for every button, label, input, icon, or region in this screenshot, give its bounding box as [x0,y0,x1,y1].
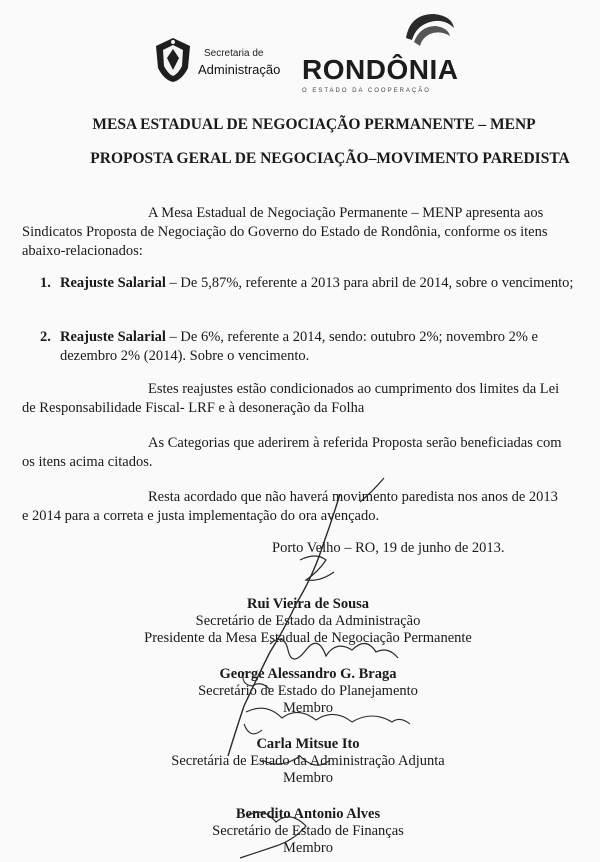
item-body [60,274,596,293]
agreement-rest: e 2014 para a correta e justa implementação do ora avençado. [22,508,380,524]
item-heading: Reajuste Salarial [60,329,166,345]
document-title: MESA ESTADUAL DE NEGOCIAÇÃO PERMANENTE – MENP [92,116,536,133]
item-number: 1. [40,275,51,291]
rondonia-brand: RONDÔNIA [302,54,459,85]
item-text: – De 6%, referente a 2014, sendo: outubro 2%; novembro 2% e dezembro 2% (2014). Sobre o vencimento. [60,329,538,364]
item-text: – De 5,87%, referente a 2013 para abril de 2014, sobre o vencimento; [165,275,574,291]
signatory-name: Benedito Antonio Alves [235,806,381,822]
categories-rest: os itens acima citados. [22,454,153,470]
conditions-paragraph [22,380,594,418]
document-subtitle: PROPOSTA GERAL DE NEGOCIAÇÃO–MOVIMENTO PAREDISTA [90,150,570,167]
conditions-rest: de Responsabilidade Fiscal- LRF e à desoneração da Folha [22,400,365,416]
signatory-role: Secretária de Estado da Administração Adjunta [171,753,445,769]
signatory-role-secondary: Membro [283,840,333,856]
signatory-name: Rui Vieira de Sousa [246,596,370,612]
item-body [60,328,596,366]
signatory-role: Secretário de Estado de Finanças [212,823,404,839]
signatory-block [0,666,600,717]
place-date: Porto Velho – RO, 19 de junho de 2013. [272,540,505,556]
signatory-role-secondary: Membro [283,700,333,716]
signatory-role-secondary: Membro [283,770,333,786]
agreement-first-line: Resta acordado que não haverá movimento paredista nos anos de 2013 [148,489,558,505]
rondonia-tagline: O ESTADO DA COOPERAÇÃO [302,88,431,94]
rondonia-logo [298,8,468,94]
item-heading: Reajuste Salarial [60,275,166,291]
secretaria-administracao-logo [152,36,292,86]
signatory-name: George Alessandro G. Braga [219,666,397,682]
signatory-block [0,736,600,787]
signatory-role: Secretário de Estado da Administração [195,613,421,629]
signatory-block [0,806,600,857]
intro-rest: Sindicatos Proposta de Negociação do Governo do Estado de Rondônia, conforme os itens abaixo-relacionados: [22,224,548,259]
agreement-paragraph [22,488,594,526]
signatory-role-secondary: Presidente da Mesa Estadual de Negociação Permanente [144,630,472,646]
signatory-role: Secretário de Estado do Planejamento [198,683,418,699]
signatory-name: Carla Mitsue Ito [256,736,360,752]
item-number: 2. [40,329,51,345]
administracao-label: Administração [198,62,281,77]
intro-paragraph [22,204,594,261]
intro-first-line: A Mesa Estadual de Negociação Permanente – MENP apresenta aos [148,205,544,221]
rondonia-swirl-icon [400,8,458,50]
signatory-block [0,596,600,647]
state-crest-icon [152,36,194,84]
categories-first-line: As Categorias que aderirem à referida Proposta serão beneficiadas com [148,435,562,451]
categories-paragraph [22,434,594,472]
conditions-first-line: Estes reajustes estão condicionados ao cumprimento dos limites da Lei [148,381,560,397]
secretaria-label: Secretaria de [204,48,264,59]
